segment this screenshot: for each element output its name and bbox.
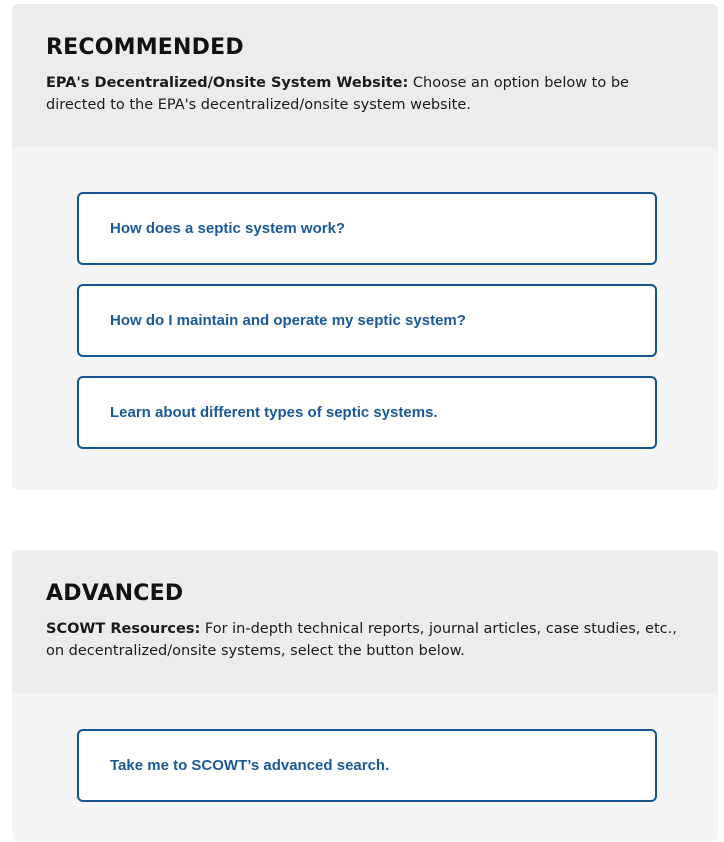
advanced-description-text: For in-depth technical reports, journal articles, case studies, etc., on decentralized/onsite systems, select the button below. — [46, 621, 677, 659]
septic-how-it-works-button[interactable] — [77, 192, 657, 265]
advanced-options — [77, 729, 657, 802]
advanced-description — [46, 618, 684, 662]
recommended-header — [12, 4, 718, 147]
scowt-advanced-search-button[interactable] — [77, 729, 657, 802]
advanced-description-lead: SCOWT Resources: — [46, 621, 201, 637]
recommended-title: RECOMMENDED — [46, 35, 244, 60]
septic-maintain-label: How do I maintain and operate my septic system? — [110, 312, 466, 329]
recommended-panel — [12, 4, 718, 490]
advanced-title: ADVANCED — [46, 581, 184, 606]
recommended-description-lead: EPA's Decentralized/Onsite System Website: — [46, 75, 409, 91]
recommended-options — [77, 192, 657, 449]
recommended-description-text: Choose an option below to be directed to the EPA's decentralized/onsite system website. — [46, 75, 629, 113]
advanced-panel — [12, 550, 718, 841]
septic-maintain-button[interactable] — [77, 284, 657, 357]
advanced-header — [12, 550, 718, 693]
septic-types-button[interactable] — [77, 376, 657, 449]
scowt-advanced-search-label: Take me to SCOWT’s advanced search. — [110, 757, 390, 774]
recommended-description — [46, 72, 684, 116]
septic-how-it-works-label: How does a septic system work? — [110, 220, 346, 237]
septic-types-label: Learn about different types of septic systems. — [110, 404, 438, 421]
